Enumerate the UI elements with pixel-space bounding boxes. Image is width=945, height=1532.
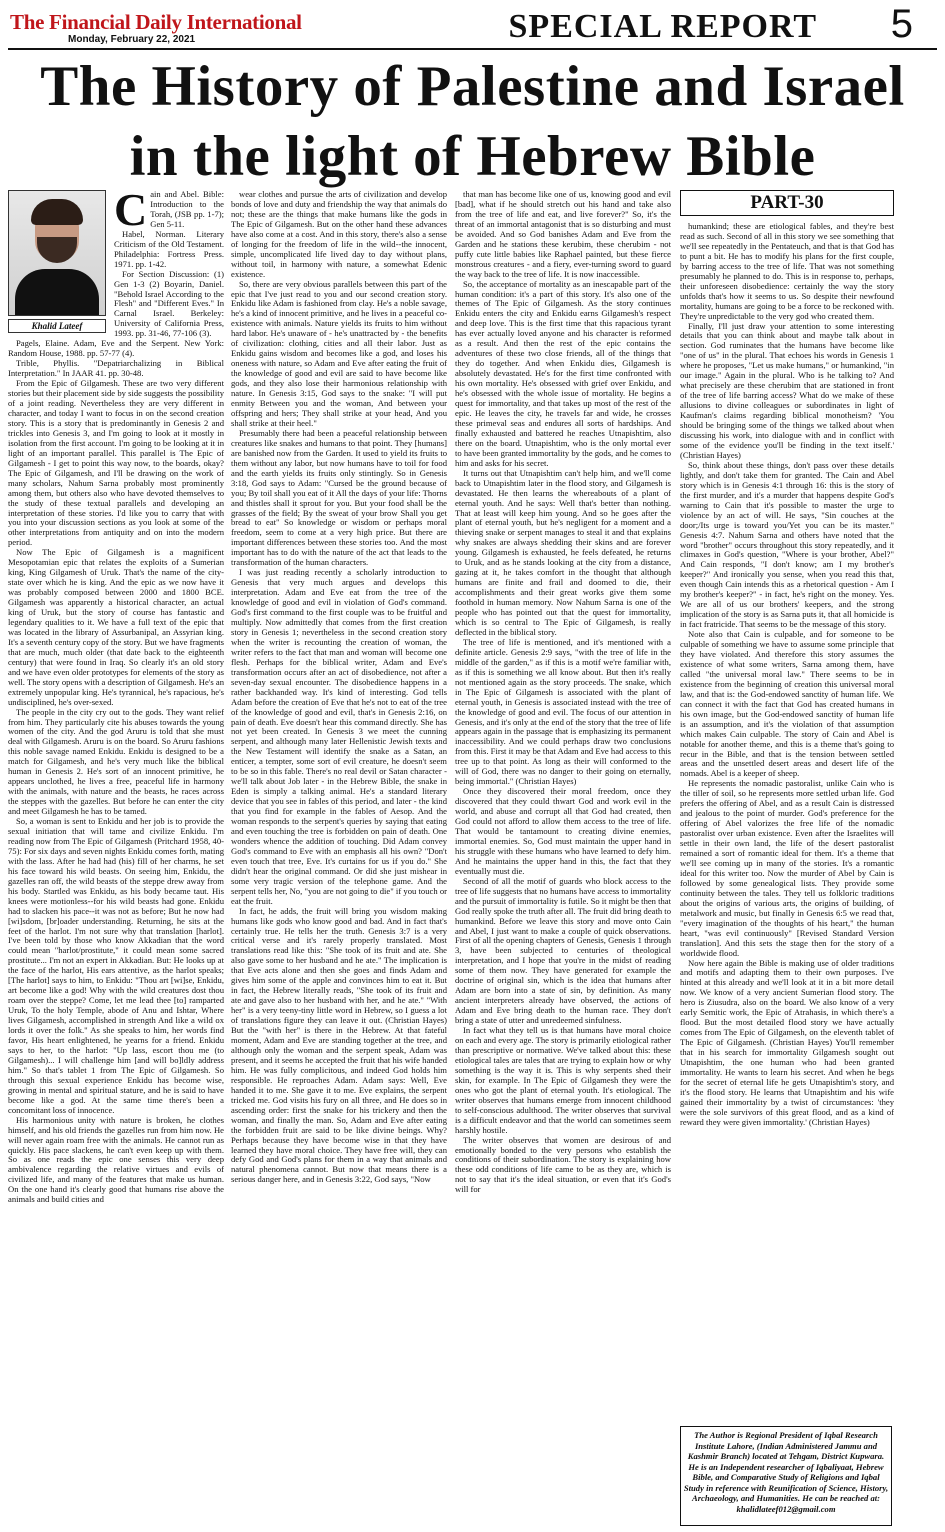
article-paragraph: Note also that Cain is culpable, and for someone to be culpable of something we have to assume some principle that they have violated. And therefore this story assumes the existence of what some writers, Sarna among them, have called "the universal moral law." There seems to be in existence from the beginning of creation this universal moral law, and that is: the God-endowed sanctity of human life. We can connect it with the fact that God has created humans in his own image, but the God-endowed sanctity of human life is an assumption, and it's the violation of that assumption which makes Cain culpable. The story of Cain and Abel is notable for another theme, and this is a theme that's going to recur in the Bible, and that is the tension between settled areas and the unsettled desert areas and desert life of the nomads. Abel is a keeper of sheep. [680, 629, 894, 779]
column-2-text [231, 190, 447, 1185]
article-paragraph: The tree of life is mentioned, and it's mentioned with a definite article. Genesis 2:9 says, "with the tree of life in the middle of the garden," as if this is a motif we're familiar with, as if this is something we all know about. But then it's really not mentioned again as the story proceeds. The snake, which in The Epic of Gilgamesh is associated with the plant of eternal youth, in Genesis is associated instead with the tree of the knowledge of good and evil. The focus of our attention in Genesis, and it's only at the end of the story that the tree of life appears again in the passage that is emphasizing its permanent inaccessibility. And we could perhaps draw two conclusions from this. First it may be that Adam and Eve had access to this tree up to that point. As long as their will conformed to the will of God, there was no danger to their going on eternally, being immortal." (Christian Hayes) [455, 636, 671, 787]
author-name: Khalid Lateef [8, 319, 106, 333]
article-paragraph: Habel, Norman. Literary Criticism of the Old Testament. Philadelphia: Fortress Press. 1971. pp. 1-42. [114, 228, 224, 269]
article-paragraph: Pagels, Elaine. Adam, Eve and the Serpent. New York: Random House, 1988. pp. 57-77 (4). [8, 338, 224, 359]
article-paragraph: So, the acceptance of mortality as an inescapable part of the human condition: it's a part of this story. It's also one of the themes of The Epic of Gilgamesh. As the story continues Enkidu enters the city and Enkidu earns Gilgamesh's respect and deep love. This is the first time that this rapacious tyrant has ever actually loved anyone and his character is reformed as a result. And then the rest of the epic contains the adventures of these two close friends, all of the things that they do together. And when Enkidu dies, Gilgamesh is absolutely devastated. He's for the first time confronted with his own mortality. He's obsessed with grief over Enkidu, and he's obsessed with the whole issue of mortality. He begins a quest for immortality, and that takes up most of the rest of the epic. He leaves the city, he travels far and wide, he crosses these primeval seas and endures all sorts of hardships. And finally exhausted and battered he reaches Utnapishtim, also there on the board. Utnapishtim, who is the only mortal ever to have been granted immortality by the gods, and he comes to him and asks for his secret. [455, 278, 671, 468]
article-headline [0, 52, 945, 192]
headline-line-1: The History of Palestine and Israel [40, 55, 905, 118]
paper-name: The Financial Daily International [10, 10, 302, 34]
author-photo [8, 190, 106, 316]
article-paragraph: Second of all the motif of guards who block access to the tree of life suggests that no humans have access to immortality and the pursuit of immortality is futile. So it might be then that God really spoke the truth after all. The fruit did bring death to humankind. Before we leave this story and move onto Cain and Abel, I just want to make a couple of quick observations. First of all the opening chapters of Genesis, Genesis 1 through 3, have been subjected to centuries of theological interpretation, and I hope that you're in the midst of reading some of them now. They have generated for example the doctrine of original sin, which is the idea that humans after Adam are born into a state of sin, by definition. As many ancient interpreters already have observed, the actions of Adam and Eve bring death to the human race. They don't bring a state of utter and unredeemed sinfulness. [455, 875, 671, 1026]
article-paragraph: Finally, I'll just draw your attention to some interesting details that you can think about and maybe talk about in section. God ruminates that the humans have become like "one of us" in the plural. That echoes his words in Genesis 1 where he proposes, "Let us make humans," or humankind, "in our image." Again in the plural. Who is he talking to? And what precisely are these cherubim that are stationed in front of the tree of life barring access? What do we make of these allusions to divine colleagues or subordinates in light of Kaufman's claims regarding biblical monotheism? 'You should be bringing some of the things we talked about when discussing his work, into dialogue with and in conflict with some of the evidence you'll be finding in the text itself.' (Christian Hayes) [680, 320, 894, 460]
part-label: PART-30 [680, 190, 894, 216]
article-column-2 [231, 190, 447, 1526]
masthead [8, 2, 937, 50]
article-paragraph: His harmonious unity with nature is broken, he clothes himself, and his old friends the gazelles run from him now. He will never again roam free with the animals. He cannot run as quickly. His pace slackens, he can't even keep up with them. So as one reads the epic one senses this very deep ambivalence regarding the relative virtues and evils of civilized life, and many of the features that make us human. On the one hand it's clearly good that humans rise above the animals and build cities and [8, 1114, 224, 1205]
article-paragraph: The people in the city cry out to the gods. They want relief from him. They particularly cite his abuses towards the young women of the city. And the god Aruru is told that she must deal with Gilgamesh. Aruru is on the board. So Aruru fashions this noble savage named Enkidu. Enkidu is designed to be a match for Gilgamesh, and he's very much like the biblical human in Genesis 2. He's sort of an innocent primitive, he appears unclothed, he lives a free, peaceful life in harmony with the animals, with nature and the beasts, he races across the steppes with the gazelles. But before he can enter the city and meet Gilgamesh he has to be tamed. [8, 706, 224, 817]
article-column-3 [455, 190, 671, 1526]
headline-line-2: in the light of Hebrew Bible [129, 125, 816, 188]
issue-date: Monday, February 22, 2021 [68, 34, 196, 45]
article-paragraph: wear clothes and pursue the arts of civilization and develop bonds of love and duty and friendship the way that animals do not; these are the things that make humans like the gods in The Epic of Gilgamesh. But on the other hand these advances have also come at a cost. And in this story, there's also a sense of longing for the freedom of life in the wild--the innocent, simple, uncomplicated life lived day to day without plans, without toil, in harmony with nature, a somewhat Edenic existence. [231, 190, 447, 279]
article-paragraph: Now here again the Bible is making use of older traditions and motifs and adapting them to their own purposes. I've hinted at this already and we'll look at it in a bit more detail now. We know of a very ancient Sumerian flood story. The hero is Ziusudra, also on the board. We also know of a very early Semitic work, the Epic of Atrahasis, in which there's a flood. But the most detailed flood story we have actually comes from The Epic of Gilgamesh, on the eleventh tablet of The Epic of Gilgamesh. (Christian Hayes) You'll remember that in his search for immortality Gilgamesh sought out Utnapishtim, the one human who had been granted immortality. He wants to learn his secret. And when he begs for the secret of eternal life he gets Utnapishtim's story, and it's the flood story. He learns that Utnapishtim and his wife gained their immortality by a twist of circumstances: 'they were the sole survivors of this great flood, and as a kind of reward they were given immortality.' (Christian Hayes) [680, 957, 894, 1127]
article-paragraph: Once they discovered their moral freedom, once they discovered that they could thwart God and work evil in the world, and abuse and corrupt all that God had created, then God could not afford to allow them access to the tree of life. That would be tantamount to creating divine enemies, immortal enemies. So, God must maintain the upper hand in his struggle with these humans who have learned to defy him. And he maintains the upper hand in this, the fact that they eventually must die. [455, 786, 671, 876]
article-paragraph: ain and Abel. Bible: Introduction to the Torah, (JSB pp. 1-7); Gen 5-11. [150, 190, 224, 229]
drop-cap: C [114, 190, 148, 235]
article-paragraph: He represents the nomadic pastoralist, unlike Cain who is the tiller of soil, so he represents more settled urban life. God prefers the offering of Abel, and as a result Cain is distressed and jealous to the point of murder. God's preference for the offering of Abel valorizes the free life of the nomadic pastoralist over urban existence. Even after the Israelites will settle in their own land, the life of the desert pastoralist remained a sort of romantic ideal for them. It's a theme that we'll see coming up in many of the stories. It's a romantic ideal for this writer too. Now the murder of Abel by Cain is followed by some genealogical lists. They provide some continuity between the tales. They tell us folkloric traditions about the origins of various arts, the origins of building, of metalwork and music, but finally in Genesis 6:5 we read that, "every imagination of the thoughts of his heart," the human heart, "was evil continuously" [Revised Standard Version translation]. And this sets the stage then for the story of a worldwide flood. [680, 778, 894, 958]
author-bio-box: The Author is Regional President of Iqbal Research Institute Lahore, (Indian Administered Jammu and Kashmir Branch) located at Tehgam, District Kupwara. He is an Independent researcher of Iqbaliyaat, Hebrew Bible, and Comparative Study of Religions and Iqbal Study in reference with Reunification of Science, History, Archaeology, and Humanities. He can be reached at: khalidlateef012@gmail.com [680, 1426, 892, 1526]
article-paragraph: In fact, he adds, the fruit will bring you wisdom making humans like gods who know good and bad. And in fact that's certainly true. He tells her the truth. Genesis 3:7 is a very critical verse and it's rarely properly translated. Most translations read like this: "She took of its fruit and ate. She also gave some to her husband and he ate." The implication is that Eve acts alone and then she goes and finds Adam and gives him some of the apple and convinces him to eat it. But in fact, the Hebrew literally reads, "She took of its fruit and ate and gave also to her husband with her, and he ate." "With her" is a very teeny-tiny little word in Hebrew, so I guess a lot of translations figure they can leave it out. (Christian Hayes) But the "with her" is there in the Hebrew. At that fateful moment, Adam and Eve are standing together at the tree, and although only the woman and the serpent speak, Adam was present, and it seems he accepted the fruit that his wife handed him. He was fully complicitous, and indeed God holds him responsible. He reproaches Adam. Adam says: Well, Eve handed it to me. She gave it to me. Eve explains, the serpent tricked me. God visits his fury on all three, and He does so in ascending order: first the snake for his trickery and then the woman, and finally the man. So, Adam and Eve after eating the forbidden fruit are said to be like divine beings. Why? Perhaps because they have become wise in that they have learned they have moral choice. They have free will, they can defy God and God's plans for them in a way that animals and natural phenomena cannot. But now that means there is a serious danger here, and in Genesis 3:22, God says, "Now [231, 905, 447, 1185]
section-label: SPECIAL REPORT [508, 8, 817, 45]
article-paragraph: Trible, Phyllis. "Depatriarchalizing in Biblical Interpretation." In JAAR 41. pp. 30-48. [8, 358, 224, 379]
article-paragraph: Presumably there had been a peaceful relationship between creatures like snakes and humans to that point. They [humans] are banished now from the Garden. It used to yield its fruits to them without any labor, but now humans have to toil for food and the earth yields its fruits only stintingly. So in Genesis 3:18, God says to Adam: "Cursed be the ground because of you; By toil shall you eat of it All the days of your life: Thorns and thistles shall it sprout for you. But your food shall be the grasses of the field; By the sweat of your brow Shall you get bread to eat" So knowledge or wisdom or perhaps moral freedom, seem to come at a very high price. But there are important differences between these stories too. And the most important has to do with the nature of the act that leads to the transformation of the human characters. [231, 427, 447, 568]
article-paragraph: The writer observes that women are desirous of and emotionally bonded to the very persons who establish the conditions of their subordination. The story is explaining how these odd conditions of life came to be as they are, which is not to say that it's the ideal situation, or even that it's God's will for [455, 1134, 671, 1195]
column-1-text [8, 190, 224, 1205]
article-paragraph: So, a woman is sent to Enkidu and her job is to provide the sexual initiation that will tame and civilize Enkidu. I'm reading now from The Epic of Gilgamesh (Pritchard 1958, 40-75): For six days and seven nights Enkidu comes forth, mating with the lass. After he had had (his) fill of her charms, he set his face toward his wild beasts. On seeing him, Enkidu, the gazelles ran off, the wild beasts of the steppe drew away from his body. Startled was Enkidu, as his body became taut. His knees were motionless--for his wild beasts had gone. Enkidu had to slacken his pace--it was not as before; But he now had [wi]sdom, [br]oader understanding. Returning, he sits at the feet of the harlot. I'm not sure why that translation [harlot]. I've been told by those who know Akkadian that the word could mean "harlot/prostitute," it could mean some sacred prostitute... I'm not an expert in Akkadian. But: He looks up at the face of the harlot, His ears attentive, as the harlot speaks; [The harlot] says to him, to Enkidu: "Thou art [wi]se, Enkidu, art become like a god! Why with the wild creatures dost thou roam over the steppe? Come, let me lead thee [to] ramparted Uruk, To the holy Temple, abode of Anu and Ishtar, Where lives Gilgamesh, accomplished in strength And like a wild ox lords it over the folk." As she speaks to him, her words find favor, His heart enlightened, he yearns for a friend. Enkidu says to her, to the harlot: "Up lass, escort thou me (to Gilgamesh)... I will challenge him [and will bo]ldly address him." So that's tablet 1 from The Epic of Gilgamesh. So through this sexual experience Enkidu has become wise, growing in mental and spiritual stature, and he is said to have become like a god. At the same time there's been a concomitant loss of innocence. [8, 816, 224, 1115]
article-paragraph: I was just reading recently a scholarly introduction to Genesis that very much argues and develops this interpretation. Adam and Eve eat from the tree of the knowledge of good and evil in violation of God's command. God's first command to the first couple was to be fruitful and multiply. Now admittedly that comes from the first creation story in Genesis 1; nevertheless in the second creation story when the writer is recounting the creation of woman, the writer refers to the fact that man and woman will become one flesh. Perhaps for the biblical writer, Adam and Eve's transformation occurs after an act of disobedience, not after a seven-day sexual encounter. The disobedience happens in a rather backhanded way. It's kind of interesting. God tells Adam before the creation of Eve that he's not to eat of the tree of the knowledge of good and evil, that's in Genesis 2:16, on pain of death. Eve doesn't hear this command directly. She has not yet been created. In Genesis 3 we meet the cunning serpent, and although many later Hellenistic Jewish texts and the New Testament will identify the snake as a Satan, an enticer, a tempter, some sort of evil creature, he doesn't seem to be so in this fable. There's no real devil or Satan character - we'll talk about Job later - in the Hebrew Bible, the snake in Eden is simply a talking animal. He's a standard literary device that you see in fables of this period, and later - the kind that you find for example in the fables of Aesop. And the woman responds to the serpent's queries by saying that eating and even touching the tree is forbidden on pain of death. One wonders whence the addition of touching. Did Adam convey God's command to Eve with an emphasis all his own? "Don't even touch that tree, Eve. It's curtains for us if you do." She didn't hear the original command. Or did she just mishear in some very tragic version of the telephone game. And the serpent tells her, No, "you are not going to die" if you touch or eat the fruit. [231, 567, 447, 906]
author-photo-box [8, 190, 108, 332]
article-paragraph: that man has become like one of us, knowing good and evil [bad], what if he should stretch out his hand and take also from the tree of life and eat, and live forever?" So, it's the threat of an immortal antagonist that is so disturbing and must be avoided. And so God banishes Adam and Eve from the Garden and he stations these kerubim, these cherubim - not puffy cute little babies like Raphael painted, but these fierce monstrous creatures - and a fiery, ever-turning sword to guard the way back to the tree of life. It is now inaccessible. [455, 190, 671, 279]
article-paragraph: It turns out that Utnapishtim can't help him, and we'll come back to Utnapishtim later in the flood story, and Gilgamesh is devastated. He then learns the whereabouts of a plant of eternal youth. And he says: Well that's better than nothing. That at least will keep him young. And so he goes after the plant of eternal youth, but he's negligent for a moment and a thieving snake or serpent manages to steal it and that explains why snakes are always shedding their skins and are forever young. Gilgamesh is exhausted, he feels defeated, he returns to Uruk, and as he stands looking at the city from a distance, gazing at it, he takes comfort in the thought that although humans are finite and frail and doomed to die, their accomplishments and their great works give them some foothold in human memory. Now Nahum Sarna is one of the people who has pointed out that the quest for immortality, which is so central to The Epic of Gilgamesh, is really deflected in the biblical story. [455, 467, 671, 637]
article-paragraph: humankind; these are etiological fables, and they're best read as such. Second of all in this story we see something that we'll see repeatedly in the Pentateuch, and that is that God has to punt a bit. He has to modify his plans for the first couple, by barring access to the tree of life. That was not something presumably he planned to do. This is in response to, perhaps, their unforeseen disobedience: certainly the way the story unfolds that's how it seems to us. So despite their newfound mortality, humans are going to be a force to be reckoned with. They're unpredictable to the very god who created them. [680, 221, 894, 321]
article-column-1 [8, 190, 224, 1526]
article-paragraph: From the Epic of Gilgamesh. These are two very different stories but their placement side by side suggests the possibility of a joint reading. Nevertheless they are very different in character, and today I want to focus in on the second creation story. This is a story that is predominantly in Genesis 2 and trickles into Genesis 3, and I'm going to look at it mostly in isolation from the first account. I'm going to be looking at it in light of an important parallel. This parallel is The Epic of Gilgamesh - I get to point this way now, to the boards, okay? The Epic of Gilgamesh, and I'll be drawing on the work of many scholars, Nahum Sarna probably most prominently among them, but others also who have devoted themselves to the study of these textual parallels and developing an interpretation of these stories. I'd like you to carry that with you into your discussion sections as you look at some of the other interpretations from antiquity and on into the modern period. [8, 378, 224, 548]
article-column-4 [680, 190, 894, 1526]
article-paragraph: For Section Discussion: (1) Gen 1-3 (2) Boyarin, Daniel. "Behold Israel According to the Flesh" and "Different Eves." In Carnal Israel. Berkeley: University of California Press, 1993. pp. 31-46, 77-106 (3). [114, 268, 224, 339]
column-4-text [680, 222, 894, 1128]
article-paragraph: Now The Epic of Gilgamesh is a magnificent Mesopotamian epic that relates the exploits of a Sumerian king, King Gilgamesh of Uruk. That's the name of the city-state over which he is king. And the epic as we now have it was probably composed between 2000 and 1800 BCE. Gilgamesh was apparently a historical character, an actual king of Uruk, but the story of course has fantastic and legendary qualities to it. We have a full text of the epic that was located in the library of Assurbanipal, an Assyrian king. It's a seventh century copy of the story. But we have fragments that are much, much older (that date back to the eighteenth century) that were found in Iraq. So clearly it's an old story and we have even older prototypes for elements of the story as well. The story opens with a description of Gilgamesh. He's an extremely unpopular king. He's tyrannical, he's rapacious, he's undisciplined, he's over-sexed. [8, 547, 224, 707]
column-3-text [455, 190, 671, 1195]
article-paragraph: In fact what they tell us is that humans have moral choice on each and every age. The story is primarily etiological rather than prescriptive or normative. We've talked about this: these etiological tales are tales that are trying to explain how or why something is the way it is. This is why serpents shed their skin, for example. In The Epic of Gilgamesh they were the ones who got the plant of eternal youth. It's etiological. The writer observes that humans emerge from innocent childhood to self-conscious adulthood. The writer observes that survival is a difficult endeavor and that the world can sometimes seem harshly hostile. [455, 1025, 671, 1135]
article-paragraph: So, think about these things, don't pass over these details lightly, and don't take them for granted. The Cain and Abel story which is in Genesis 4:1 through 16: this is the story of the first murder, and it's a murder that happens despite God's warning to Cain that it's possible to master the urge to violence by an act of will. He says, "Sin couches at the door;/Its urge is toward you/Yet you can be its master." Genesis 4:7. Nahum Sarna and others have noted that the word "brother" occurs throughout this story repeatedly, and it climaxes in God's question, "Where is your brother, Abel?" And Cain responds, "I don't know; am I my brother's keeper?" And ironically you sense, when you read this that, even though Cain intends this as a rhetorical question - Am I my brother's keeper?" - in fact, he's right on the money. Yes. We are all of us our brothers' keepers, and the strong implication of the story is as Sarna puts it, that all homicide is in fact fratricide. That seems to be the message of this story. [680, 459, 894, 630]
article-paragraph: So, there are very obvious parallels between this part of the epic that I've just read to you and our second creation story. Enkidu like Adam is fashioned from clay. He's a noble savage, he's a kind of innocent primitive, and he lives in a peaceful co-existence with animals. Nature yields its fruits to him without hard labor. He's unaware of - he's unattracted by - the benefits of civilization: clothing, cities and all their labor. Just as Enkidu gains wisdom and becomes like a god, and loses his oneness with nature, so Adam and Eve after eating the fruit of the knowledge of good and evil are said to have become like gods, and they also lose their harmonious relationship with nature. In Genesis 3:15, God says to the snake: "I will put enmity Between you and the woman, And between your offspring and hers; They shall strike at your head, And you shall strike at their heel." [231, 278, 447, 428]
page-number: 5 [890, 2, 913, 46]
